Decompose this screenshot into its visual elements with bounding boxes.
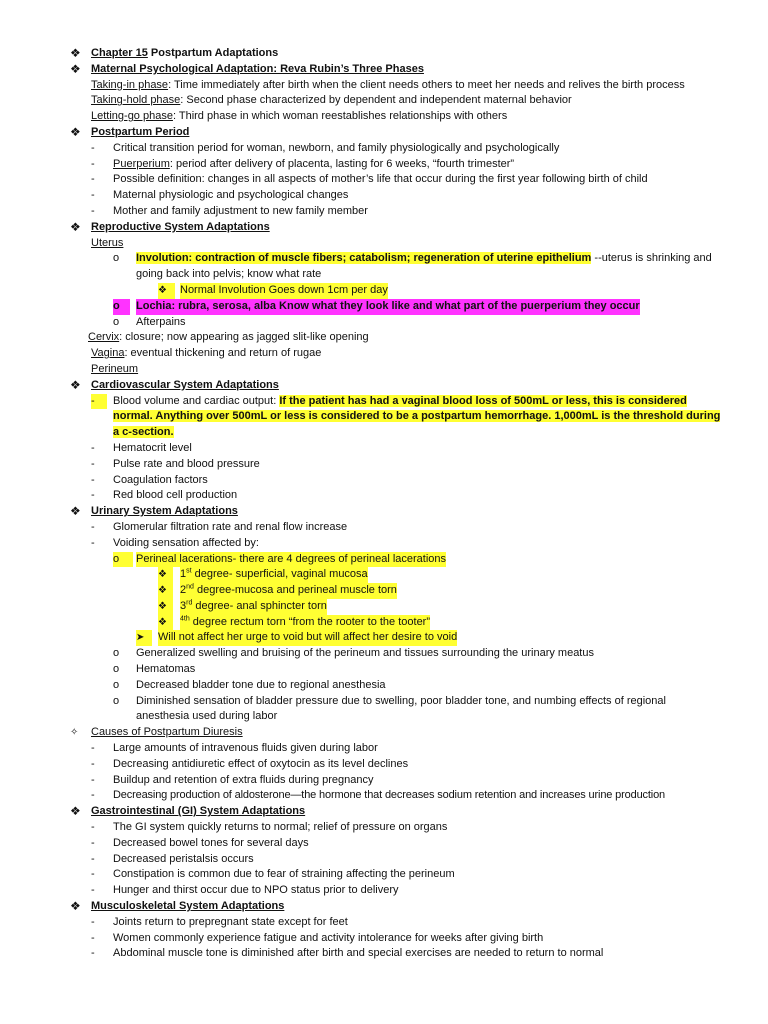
- dash-bullet-icon: -: [91, 915, 95, 928]
- section-heading-postpartum-period: ❖ Postpartum Period: [70, 124, 190, 139]
- subheading-vagina: Vagina: eventual thickening and return of rugae: [91, 347, 322, 360]
- dash-bullet-icon: -: [91, 204, 95, 217]
- dash-bullet-icon: -: [91, 173, 95, 186]
- dash-bullet-icon: -: [91, 773, 95, 786]
- dash-bullet-icon: -: [91, 473, 95, 486]
- circle-bullet-icon: o: [113, 315, 120, 328]
- list-item: - The GI system quickly returns to normal; relief of pressure on organs: [0, 820, 768, 836]
- list-item: - Joints return to prepregnant state except for feet: [0, 915, 768, 931]
- list-item-degree-2: ❖ 2nd degree-mucosa and perineal muscle torn: [0, 583, 768, 599]
- dash-bullet-icon: -: [91, 189, 95, 202]
- list-item: - Red blood cell production: [0, 488, 768, 504]
- phase-taking-hold: Taking-hold phase: Second phase characterized by dependent and independent maternal behavior: [91, 94, 572, 107]
- list-item: - Hematocrit level: [0, 441, 768, 457]
- section-heading-cardiovascular: ❖ Cardiovascular System Adaptations: [70, 377, 279, 392]
- subheading-perineum: Perineum: [91, 362, 139, 375]
- diamond-bullet-icon: ❖: [70, 61, 81, 76]
- diamond-outline-bullet-icon: ✧: [70, 727, 79, 739]
- diamond-bullet-icon: ❖: [158, 583, 173, 599]
- section-heading-psychological: ❖ Maternal Psychological Adaptation: Reva Rubin’s Three Phases: [70, 61, 424, 76]
- list-item: - Decreasing production of aldosterone—the hormone that decreases sodium retention and increases urine production: [0, 788, 768, 804]
- diamond-bullet-icon: ❖: [70, 899, 81, 914]
- dash-bullet-icon: -: [91, 394, 107, 410]
- list-item: - Maternal physiologic and psychological changes: [0, 188, 768, 204]
- list-item-void: ➤ Will not affect her urge to void but will affect her desire to void: [0, 630, 768, 646]
- diamond-bullet-icon: ❖: [158, 615, 173, 631]
- list-item: - Mother and family adjustment to new family member: [0, 204, 768, 220]
- circle-bullet-icon: o: [113, 663, 120, 676]
- circle-bullet-icon: o: [113, 694, 120, 707]
- circle-bullet-icon: o: [113, 678, 120, 691]
- list-item-blood-volume: - Blood volume and cardiac output: If the patient has had a vaginal blood loss of 500mL or less, this is considered normal. Anything over 500mL or less is considered to be a postpartum hemorrhage. 1,000mL is the threshold during a c-section.: [91, 394, 721, 439]
- list-item: - Abdominal muscle tone is diminished after birth and special exercises are needed to return to normal: [0, 946, 768, 962]
- chapter-heading: ❖ Chapter 15 Postpartum Adaptations: [70, 46, 279, 60]
- dash-bullet-icon: -: [91, 884, 95, 897]
- phase-taking-in: Taking-in phase: Time immediately after birth when the client needs others to meet her needs and relives the birth process: [91, 78, 685, 91]
- dash-bullet-icon: -: [91, 757, 95, 770]
- circle-bullet-icon: o: [113, 252, 120, 265]
- circle-bullet-icon: o: [113, 299, 130, 315]
- subheading-uterus: Uterus: [91, 236, 124, 249]
- diamond-bullet-icon: ❖: [70, 377, 81, 392]
- diamond-bullet-icon: ❖: [70, 219, 81, 234]
- list-item-afterpains: o Afterpains: [0, 315, 768, 331]
- list-item: - Women commonly experience fatigue and activity intolerance for weeks after giving birth: [0, 931, 768, 947]
- list-item: - Hunger and thirst occur due to NPO status prior to delivery: [0, 883, 768, 899]
- arrow-bullet-icon: ➤: [136, 630, 152, 646]
- dash-bullet-icon: -: [91, 457, 95, 470]
- dash-bullet-icon: -: [91, 931, 95, 944]
- dash-bullet-icon: -: [91, 868, 95, 881]
- dash-bullet-icon: -: [91, 821, 95, 834]
- dash-bullet-icon: -: [91, 520, 95, 533]
- dash-bullet-icon: -: [91, 141, 95, 154]
- list-item-lacerations: o Perineal lacerations- there are 4 degrees of perineal lacerations: [0, 552, 768, 568]
- list-item: o Hematomas: [0, 662, 768, 678]
- diamond-bullet-icon: ❖: [158, 283, 175, 299]
- list-item-degree-1: ❖ 1st degree- superficial, vaginal mucosa: [0, 567, 768, 583]
- list-item: - Buildup and retention of extra fluids during pregnancy: [0, 773, 768, 789]
- dash-bullet-icon: -: [91, 489, 95, 502]
- list-item-degree-4: ❖ $^{4th}$ degree rectum torn “from the rooter to the tooter”: [0, 615, 768, 631]
- circle-bullet-icon: o: [113, 647, 120, 660]
- dash-bullet-icon: -: [91, 852, 95, 865]
- diamond-bullet-icon: ❖: [70, 46, 81, 60]
- list-item: - Pulse rate and blood pressure: [0, 457, 768, 473]
- diamond-bullet-icon: ❖: [158, 567, 173, 583]
- list-item: - Decreased peristalsis occurs: [0, 852, 768, 868]
- list-item: o Diminished sensation of bladder pressure due to swelling, poor bladder tone, and numbing effects of regional anesthesia used during labor: [113, 694, 666, 723]
- list-item: o Decreased bladder tone due to regional anesthesia: [0, 678, 768, 694]
- diamond-bullet-icon: ❖: [70, 804, 81, 819]
- dash-bullet-icon: -: [91, 789, 95, 802]
- dash-bullet-icon: -: [91, 836, 95, 849]
- list-item: - Possible definition: changes in all aspects of mother’s life that occur during the first year following birth of child: [0, 172, 768, 188]
- list-item: - Coagulation factors: [0, 473, 768, 489]
- list-item: - Large amounts of intravenous fluids given during labor: [0, 741, 768, 757]
- dash-bullet-icon: -: [91, 441, 95, 454]
- list-item-involution-rate: ❖ Normal Involution Goes down 1cm per day: [0, 283, 768, 299]
- list-item-lochia: o Lochia: rubra, serosa, alba Know what they look like and what part of the puerperium they occur: [0, 299, 768, 315]
- diamond-bullet-icon: ❖: [158, 599, 173, 615]
- section-heading-musculoskeletal: ❖ Musculoskeletal System Adaptations: [70, 899, 285, 914]
- section-heading-gastrointestinal: ❖ Gastrointestinal (GI) System Adaptations: [70, 804, 306, 819]
- list-item: - Critical transition period for woman, newborn, and family physiologically and psychologically: [0, 141, 768, 157]
- list-item-involution: o Involution: contraction of muscle fibers; catabolism; regeneration of uterine epithelium --uterus is shrinking and going back into pelvis; know what rate: [113, 252, 712, 281]
- phase-letting-go: Letting-go phase: Third phase in which woman reestablishes relationships with others: [91, 110, 508, 123]
- list-item: - Puerperium: period after delivery of placenta, lasting for 6 weeks, “fourth trimester”: [0, 157, 768, 173]
- diamond-bullet-icon: ❖: [70, 504, 81, 519]
- list-item: - Decreasing antidiuretic effect of oxytocin as its level declines: [0, 757, 768, 773]
- diamond-bullet-icon: ❖: [70, 124, 81, 139]
- list-item: - Glomerular filtration rate and renal flow increase: [0, 520, 768, 536]
- subheading-cervix: Cervix: closure; now appearing as jagged slit-like opening: [88, 331, 369, 344]
- list-item: - Constipation is common due to fear of straining affecting the perineum: [0, 867, 768, 883]
- list-item: - Decreased bowel tones for several days: [0, 836, 768, 852]
- section-heading-urinary: ❖ Urinary System Adaptations: [70, 504, 238, 519]
- dash-bullet-icon: -: [91, 536, 95, 549]
- circle-bullet-icon: o: [113, 552, 133, 568]
- dash-bullet-icon: -: [91, 947, 95, 960]
- dash-bullet-icon: -: [91, 157, 95, 170]
- section-heading-diuresis: ✧ Causes of Postpartum Diuresis: [0, 725, 768, 741]
- list-item: o Generalized swelling and bruising of the perineum and tissues surrounding the urinary meatus: [0, 646, 768, 662]
- dash-bullet-icon: -: [91, 742, 95, 755]
- list-item-degree-3: ❖ 3rd degree- anal sphincter torn: [0, 599, 768, 615]
- document-page: [0, 46, 768, 962]
- list-item: - Voiding sensation affected by:: [0, 536, 768, 552]
- section-heading-reproductive: ❖ Reproductive System Adaptations: [70, 219, 270, 234]
